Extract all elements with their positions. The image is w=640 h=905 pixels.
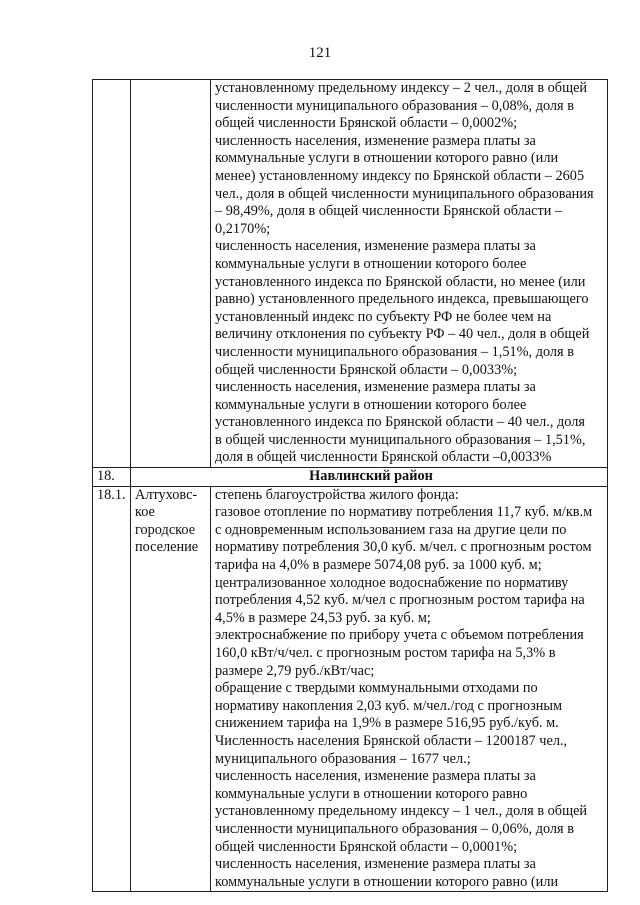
entry-number: 18.1. xyxy=(93,486,131,892)
text-line: численность населения, изменение размера платы за xyxy=(215,856,536,873)
text-line: потребления 4,52 куб. м/чел с прогнозным ростом тарифа на xyxy=(215,592,585,609)
section-title: Навлинский район xyxy=(131,468,608,487)
text-line: тарифа на 4,0% в размере 5074,08 руб. за 1000 куб. м; xyxy=(215,557,542,574)
text-line: – 98,49%, доля в общей численности Брянской области – xyxy=(215,203,563,220)
text-line: с одновременным использованием газа на другие цели по xyxy=(215,521,567,538)
text-line: коммунальные услуги в отношении которого равно (или xyxy=(215,873,559,890)
text-line: установленного индекса по Брянской области – 40 чел., доля xyxy=(215,414,585,431)
table-row-section xyxy=(93,468,608,487)
text-line: размере 2,79 руб./кВт/час; xyxy=(215,662,375,679)
text-line: электроснабжение по прибору учета с объемом потребления xyxy=(215,627,584,644)
text-line: нормативу накопления 2,03 куб. м/чел./год с прогнозным xyxy=(215,697,563,714)
section-number: 18. xyxy=(93,468,131,487)
text-line: 4,5% в размере 24,53 руб. за куб. м; xyxy=(215,609,431,626)
entry-name-line: кое xyxy=(135,504,155,521)
text-line: чел., доля в общей численности муниципального образования xyxy=(215,185,594,202)
text-line: установленному предельному индексу – 1 чел., доля в общей xyxy=(215,803,588,820)
cell-name xyxy=(131,80,211,468)
text-line: численности муниципального образования – 0,06%, доля в xyxy=(215,820,574,837)
text-line: численности муниципального образования – 1,51%, доля в xyxy=(215,343,574,360)
entry-name-line: городское xyxy=(135,521,196,538)
text-line: общей численности Брянской области – 0,0033%; xyxy=(215,361,518,378)
document-table xyxy=(92,79,608,892)
text-line: численность населения, изменение размера платы за xyxy=(215,132,536,149)
text-line: Численность населения Брянской области – 1200187 чел., xyxy=(215,732,568,749)
text-line: величину отклонения по субъекту РФ – 40 чел., доля в общей xyxy=(215,326,590,343)
text-line: установленного индекса по Брянской области, но менее (или xyxy=(215,273,586,290)
text-line: нормативу потребления 30,0 куб. м/чел. с прогнозным ростом xyxy=(215,539,592,556)
text-line: в общей численности муниципального образования – 1,51%, xyxy=(215,431,586,448)
text-line: степень благоустройства жилого фонда: xyxy=(215,486,459,503)
text-line: коммунальные услуги в отношении которого более xyxy=(215,396,527,413)
text-line: 160,0 кВт/ч/чел. с прогнозным ростом тарифа на 5,3% в xyxy=(215,645,556,661)
entry-name-line: Алтуховс- xyxy=(135,486,198,503)
text-line: 0,2170%; xyxy=(215,220,271,237)
text-line: доля в общей численности Брянской области –0,0033% xyxy=(215,449,552,466)
text-line: общей численности Брянской области – 0,0002%; xyxy=(215,115,518,132)
text-line: установленному предельному индексу – 2 чел., доля в общей xyxy=(215,80,588,96)
cell-number xyxy=(93,80,131,468)
text-line: коммунальные услуги в отношении которого более xyxy=(215,255,527,272)
text-line: установленный индекс по субъекту РФ не более чем на xyxy=(215,308,552,325)
cell-description xyxy=(211,80,608,468)
entry-name-line: поселение xyxy=(135,539,199,556)
text-line: газовое отопление по нормативу потребления 11,7 куб. м/кв.м xyxy=(215,504,593,521)
text-line: численность населения, изменение размера платы за xyxy=(215,768,536,785)
text-line: муниципального образования – 1677 чел.; xyxy=(215,750,471,767)
entry-name xyxy=(131,486,211,892)
text-line: численность населения, изменение размера платы за xyxy=(215,238,536,255)
table-row-entry xyxy=(93,486,608,892)
text-line: снижением тарифа на 1,9% в размере 516,95 руб./куб. м. xyxy=(215,715,559,732)
text-line: коммунальные услуги в отношении которого равно xyxy=(215,785,528,802)
text-line: общей численности Брянской области – 0,0001%; xyxy=(215,838,518,855)
text-line: коммунальные услуги в отношении которого равно (или xyxy=(215,150,559,167)
text-line: менее) установленному индексу по Брянской области – 2605 xyxy=(215,167,585,184)
text-line: обращение с твердыми коммунальными отходами по xyxy=(215,680,538,697)
text-line: численность населения, изменение размера платы за xyxy=(215,379,536,396)
text-line: централизованное холодное водоснабжение по нормативу xyxy=(215,574,569,591)
page-number: 121 xyxy=(308,45,332,61)
text-line: численности муниципального образования – 0,08%, доля в xyxy=(215,97,574,114)
table-row-continuation xyxy=(93,80,608,468)
entry-description xyxy=(211,486,608,892)
text-line: равно) установленного предельного индекса, превышающего xyxy=(215,291,589,308)
